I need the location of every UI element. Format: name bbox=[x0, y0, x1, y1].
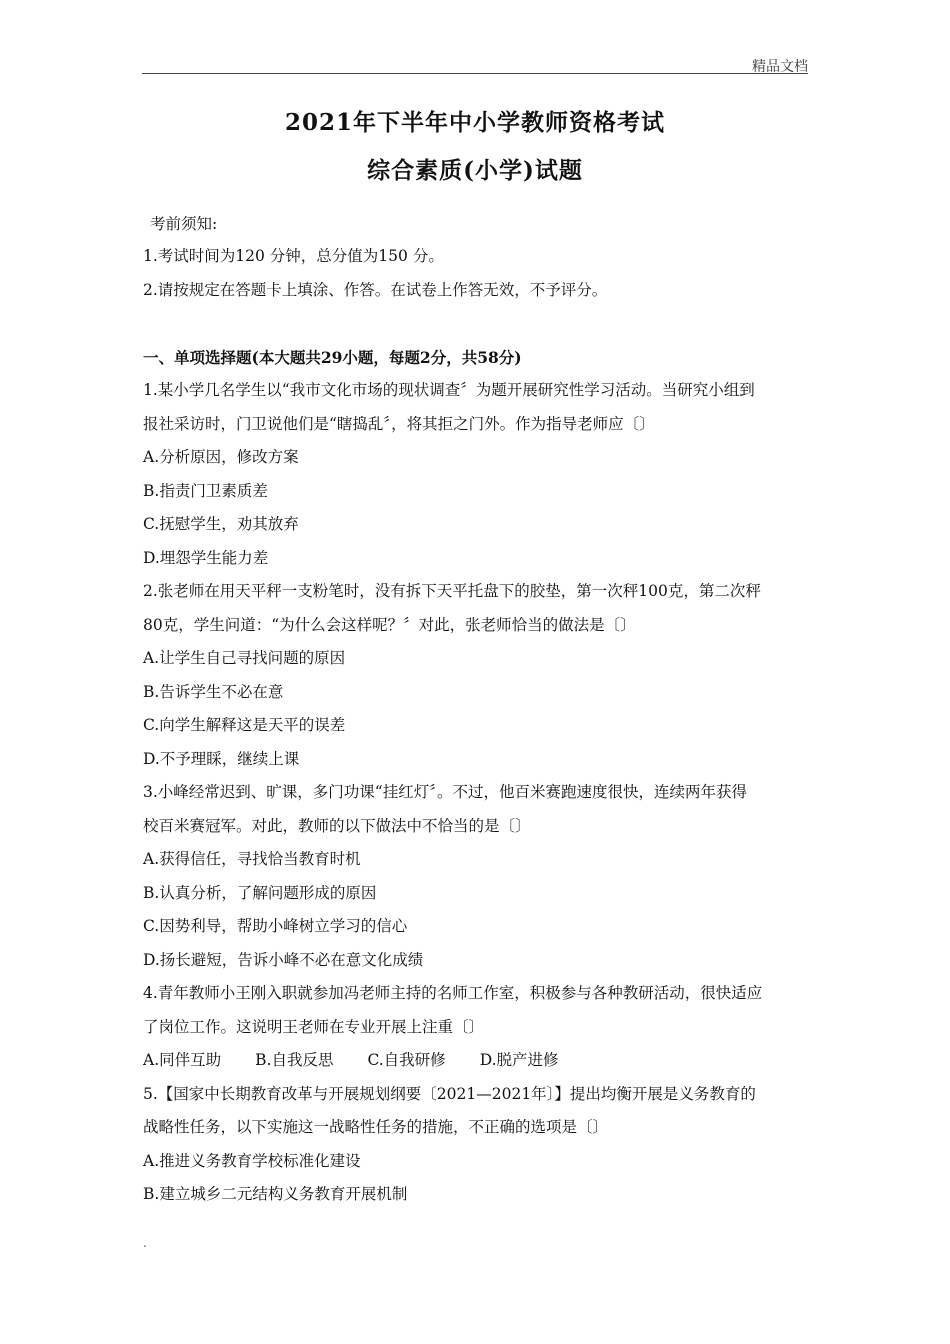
notice-heading: 考前须知: bbox=[150, 215, 218, 233]
question-option: A.推进义务教育学校标准化建设 bbox=[143, 1151, 361, 1170]
question-option: B.指责门卫素质差 bbox=[143, 481, 268, 500]
question-stem: 校百米赛冠军。对此，教师的以下做法中不恰当的是〔〕 bbox=[143, 816, 531, 835]
document-body bbox=[143, 240, 823, 1212]
question-stem: 1.某小学几名学生以“我市文化市场的现状调查〞为题开展研究性学习活动。当研究小组到 bbox=[143, 381, 755, 399]
question-option: C.自我研修 bbox=[367, 1051, 446, 1069]
question-option: A.获得信任，寻找恰当教育时机 bbox=[143, 850, 361, 868]
header-divider bbox=[142, 73, 808, 74]
question-option: D.扬长避短，告诉小峰不必在意文化成绩 bbox=[143, 950, 424, 969]
question-stem: 3.小峰经常迟到、旷课，多门功课“挂红灯〞。不过，他百米赛跑速度很快，连续两年获得 bbox=[143, 783, 747, 801]
notice-item: 2.请按规定在答题卡上填涂、作答。在试卷上作答无效，不予评分。 bbox=[143, 280, 608, 299]
question-option: A.分析原因，修改方案 bbox=[143, 448, 299, 466]
header-label: 精品文档 bbox=[752, 59, 808, 75]
question-option: D.不予理睬，继续上课 bbox=[143, 749, 300, 768]
question-option: A.让学生自己寻找问题的原因 bbox=[143, 649, 346, 667]
question-options-row bbox=[143, 1044, 823, 1078]
question-stem: 2.张老师在用天平秤一支粉笔时，没有拆下天平托盘下的胶垫，第一次秤100克，第二次秤 bbox=[143, 582, 761, 600]
question-option: B.告诉学生不必在意 bbox=[143, 682, 284, 701]
question-option: B.自我反思 bbox=[255, 1051, 334, 1069]
question-option: C.因势利导，帮助小峰树立学习的信心 bbox=[143, 917, 408, 935]
question-stem: 了岗位工作。这说明王老师在专业开展上注重〔〕 bbox=[143, 1017, 485, 1036]
footer-mark: . bbox=[143, 1236, 147, 1250]
question-option: D.脱产进修 bbox=[479, 1051, 559, 1069]
spacer bbox=[143, 307, 823, 341]
question-stem: 战略性任务，以下实施这一战略性任务的措施，不正确的选项是〔〕 bbox=[143, 1118, 609, 1136]
question-stem: 80克，学生问道：“为什么会这样呢？〞对此，张老师恰当的做法是〔〕 bbox=[143, 615, 636, 634]
question-option: C.向学生解释这是天平的误差 bbox=[143, 716, 346, 734]
question-option: A.同伴互助 bbox=[143, 1051, 222, 1069]
question-option: B.建立城乡二元结构义务教育开展机制 bbox=[143, 1185, 408, 1203]
question-option: B.认真分析，了解问题形成的原因 bbox=[143, 883, 377, 902]
document-subtitle: 综合素质(小学)试题 bbox=[367, 157, 583, 184]
question-stem: 4.青年教师小王刚入职就参加冯老师主持的名师工作室，积极参与各种教研活动，很快适应 bbox=[143, 984, 763, 1002]
question-stem: 报社采访时，门卫说他们是“瞎捣乱〞，将其拒之门外。作为指导老师应〔〕 bbox=[143, 414, 655, 433]
question-option: D.埋怨学生能力差 bbox=[143, 548, 269, 567]
section-heading: 一、单项选择题(本大题共29小题，每题2分，共58分) bbox=[143, 347, 522, 367]
notice-item: 1.考试时间为120 分钟，总分值为150 分。 bbox=[143, 247, 444, 265]
question-option: C.抚慰学生，劝其放弃 bbox=[143, 515, 299, 533]
document-title: 2021年下半年中小学教师资格考试 bbox=[284, 109, 665, 136]
question-stem: 5.【国家中长期教育改革与开展规划纲要〔2021—2021年〕】提出均衡开展是义务教育的 bbox=[143, 1084, 756, 1103]
